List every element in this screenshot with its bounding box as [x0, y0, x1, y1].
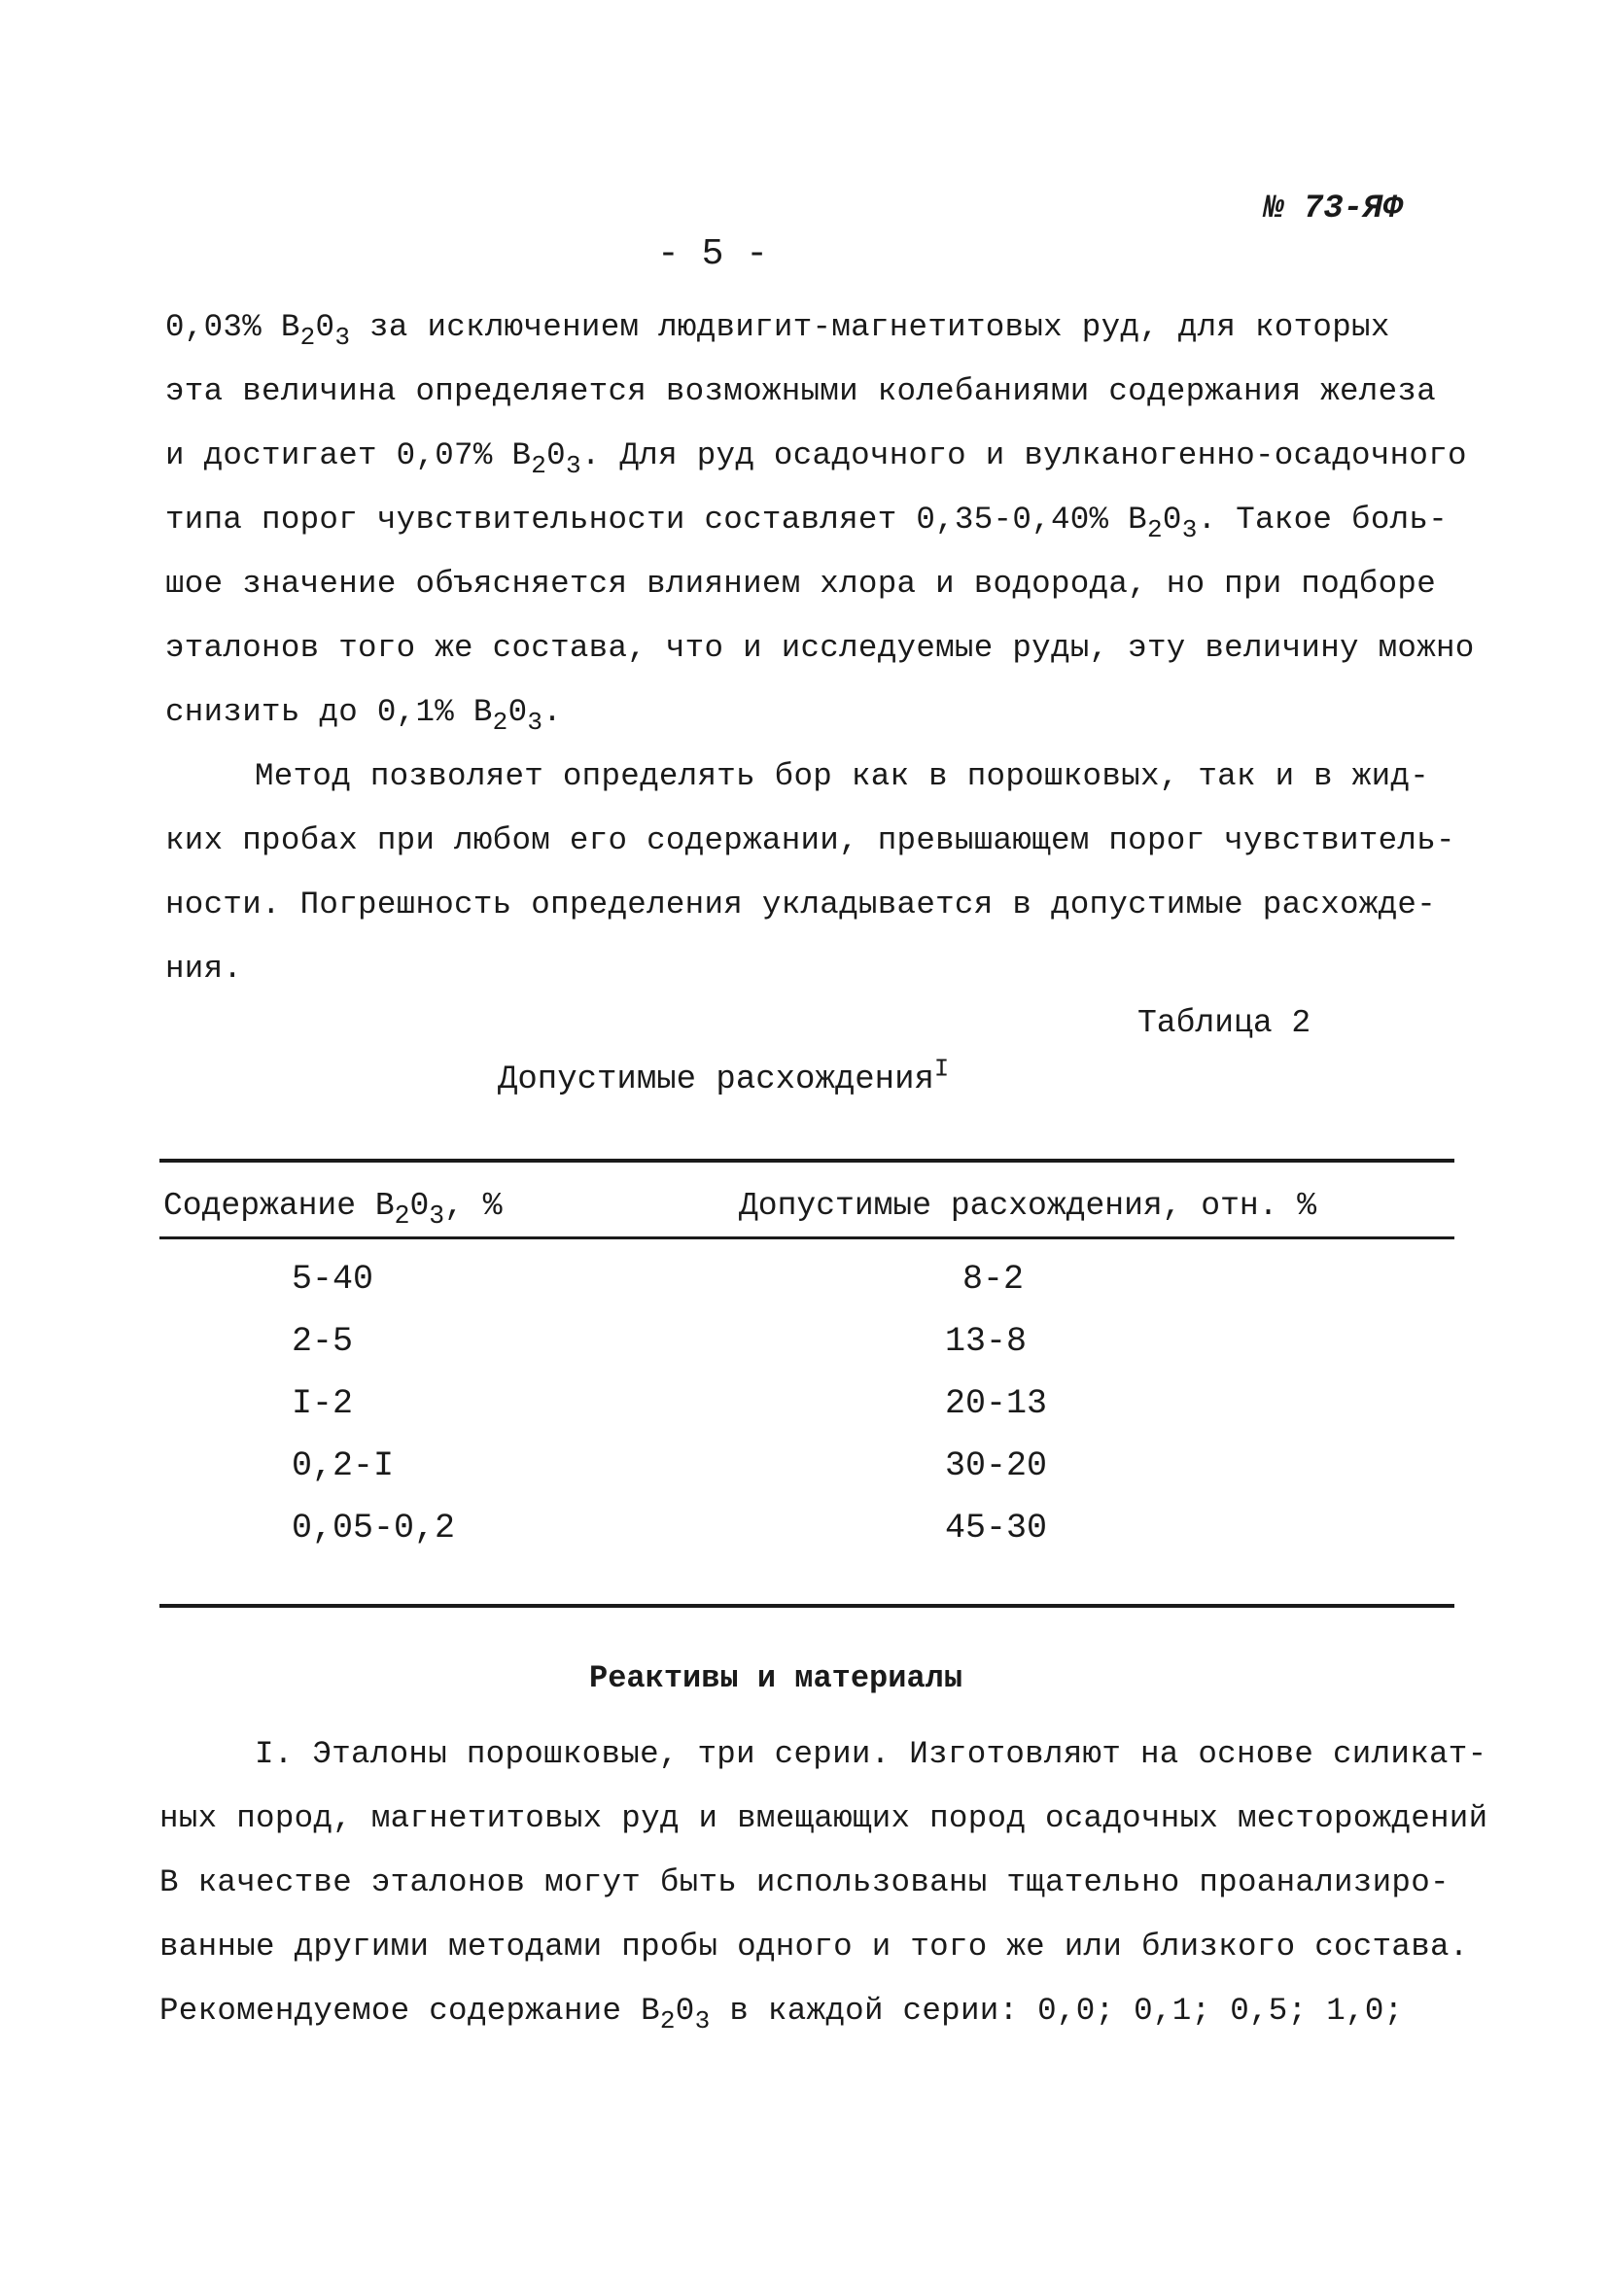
paragraph-line: Рекомендуемое содержание $B_20_3$ в каждой серии: 0,0; 0,1; 0,5; 1,0; — [159, 1993, 1404, 2036]
table-header-rule — [159, 1236, 1454, 1239]
paragraph-line: I. Эталоны порошковые, три серии. Изготовляют на основе силикат- — [255, 1736, 1487, 1772]
footnote-marker: I — [933, 1055, 950, 1084]
paragraph-line: снизить до 0,1% $B_20_3$. — [165, 694, 563, 738]
table-cell-deviation: 8-2 — [962, 1260, 1025, 1299]
table-cell-deviation: 45-30 — [945, 1509, 1048, 1548]
paragraph-line: эталонов того же состава, что и исследуемые руды, эту величину можно — [165, 630, 1475, 666]
table-label: Таблица 2 — [1137, 1005, 1311, 1041]
paragraph-line: эта величина определяется возможными колебаниями содержания железа — [165, 373, 1437, 409]
section-heading: Реактивы и материалы — [589, 1660, 963, 1696]
table-cell-content: I-2 — [292, 1384, 354, 1423]
table-cell-content: 2-5 — [292, 1322, 354, 1361]
table-cell-content: 0,2-I — [292, 1446, 395, 1485]
paragraph-line: типа порог чувствительности составляет 0,35-0,40% $B_20_3$. Такое боль- — [165, 502, 1449, 545]
table-cell-deviation: 13-8 — [945, 1322, 1028, 1361]
table-bottom-rule — [159, 1604, 1454, 1608]
paragraph-line: шое значение объясняется влиянием хлора и водорода, но при подборе — [165, 566, 1437, 602]
table-cell-content: 0,05-0,2 — [292, 1509, 456, 1548]
table-cell-deviation: 20-13 — [945, 1384, 1048, 1423]
paragraph-line: Метод позволяет определять бор как в порошковых, так и в жид- — [255, 758, 1429, 794]
table-title: Допустимые расхождения$^I$ — [498, 1055, 950, 1098]
paragraph-line: ванные другими методами пробы одного и того же или близкого состава. — [159, 1929, 1469, 1965]
table-cell-deviation: 30-20 — [945, 1446, 1048, 1485]
column-header-deviation: Допустимые расхождения, отн. % — [739, 1188, 1317, 1224]
page-number: - 5 - — [657, 233, 769, 275]
paragraph-line: ких пробах при любом его содержании, превышающем порог чувствитель- — [165, 822, 1455, 858]
paragraph-line: ных пород, магнетитовых руд и вмещающих пород осадочных месторождений — [159, 1800, 1488, 1836]
paragraph-line: 0,03% $B_20_3$ за исключением людвигит-магнетитовых руд, для которых — [165, 309, 1390, 353]
paragraph-line: и достигает 0,07% $B_20_3$. Для руд осадочного и вулканогенно-осадочного — [165, 437, 1467, 481]
paragraph-line: ния. — [165, 951, 243, 987]
table-top-rule — [159, 1159, 1454, 1163]
document-number: № 73-ЯФ — [1264, 191, 1403, 227]
paragraph-line: ности. Погрешность определения укладывается в допустимые расхожде- — [165, 887, 1437, 922]
column-header-content: Содержание $B_20_3$, % — [163, 1188, 503, 1232]
paragraph-line: В качестве эталонов могут быть использованы тщательно проанализиро- — [159, 1864, 1450, 1900]
table-cell-content: 5-40 — [292, 1260, 374, 1299]
